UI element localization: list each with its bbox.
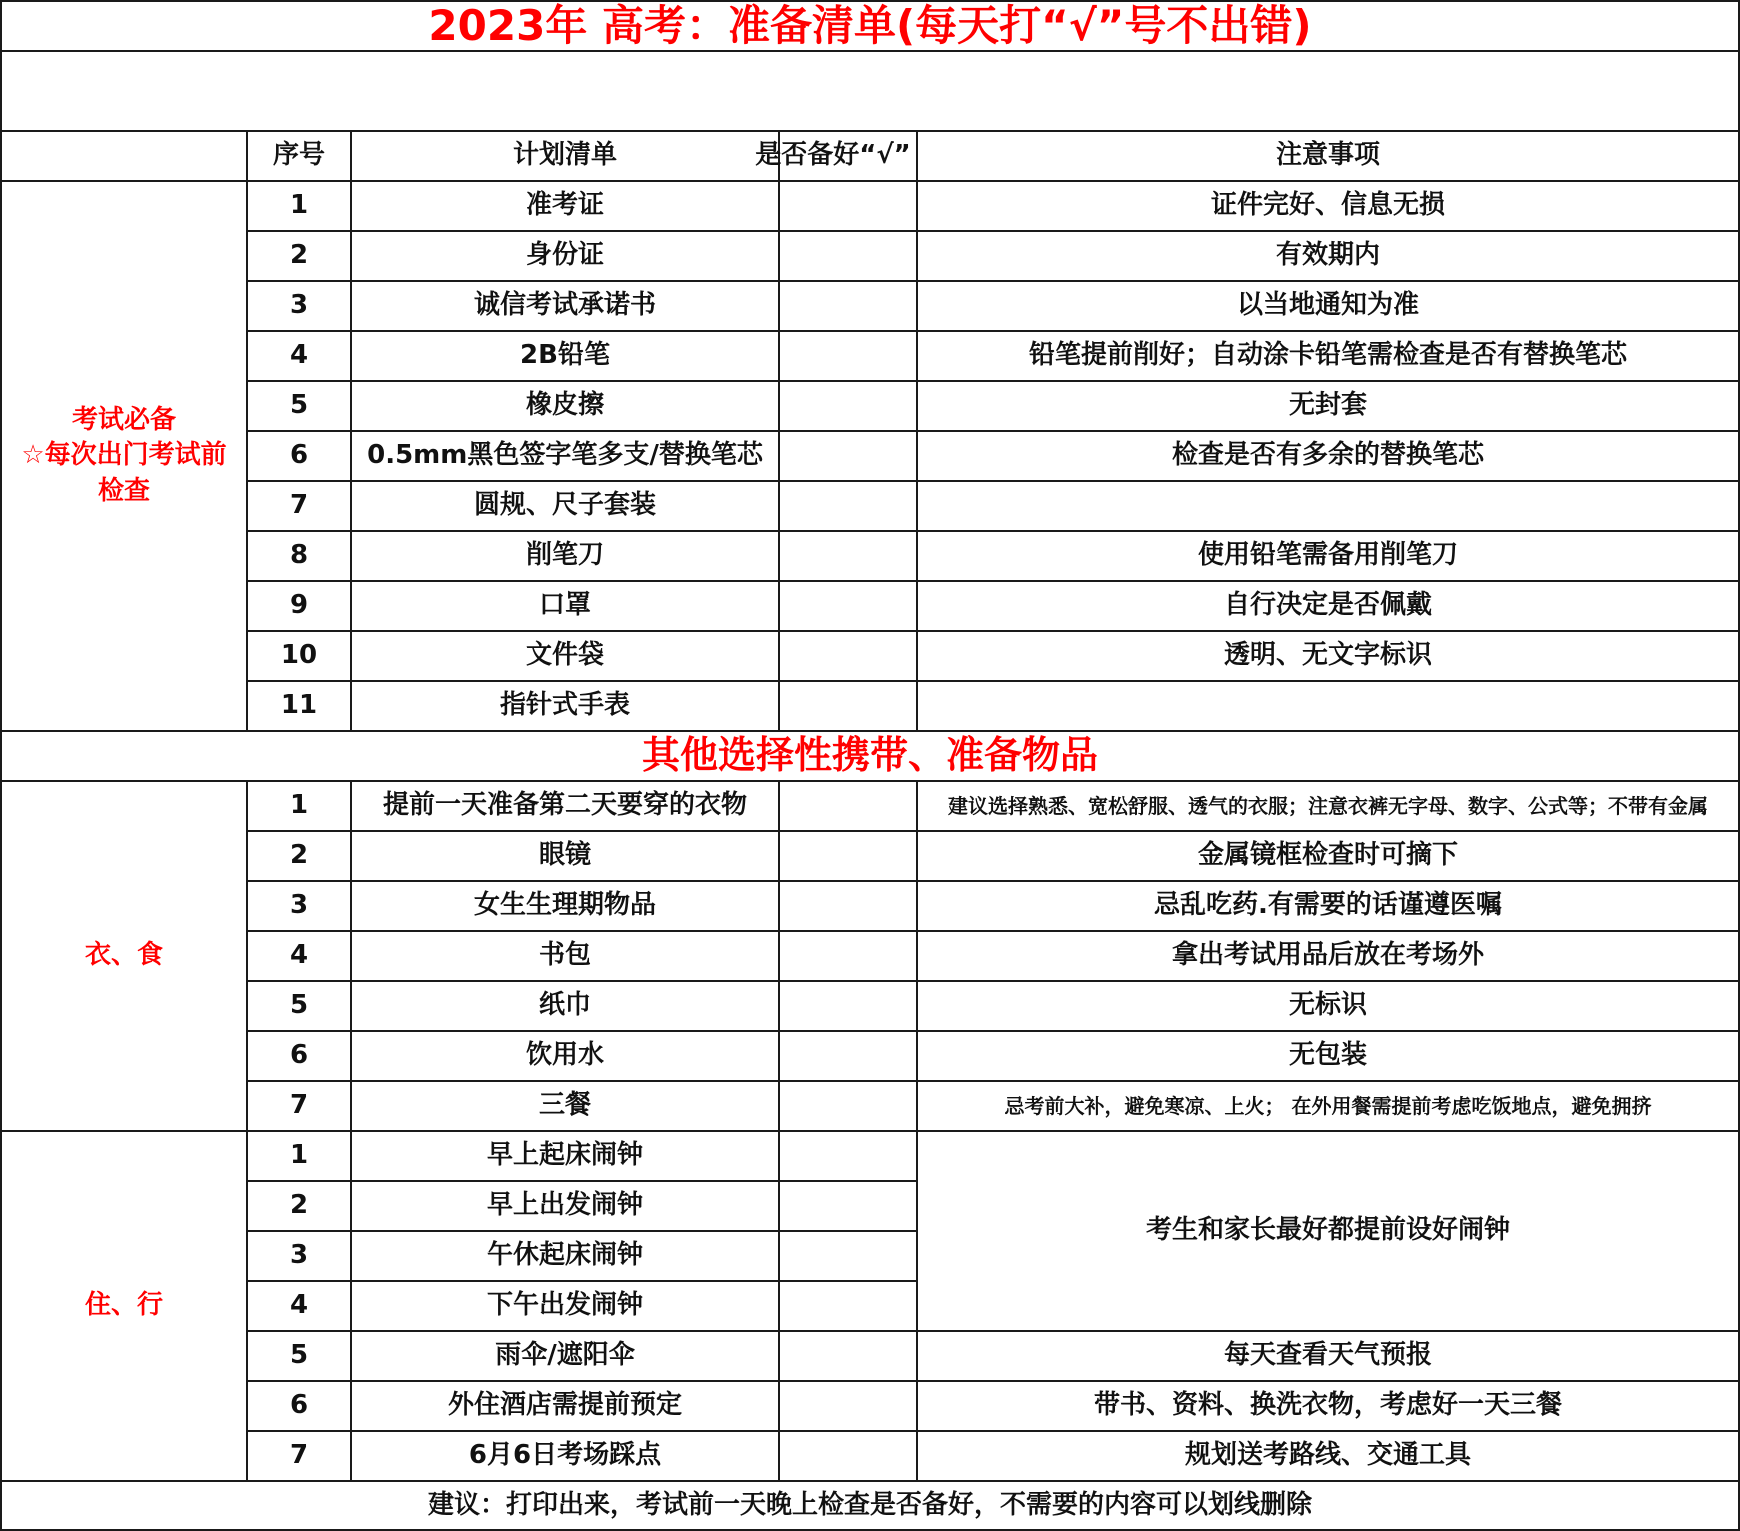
row-note: 无包装 xyxy=(918,1032,1740,1082)
row-item: 纸巾 xyxy=(352,982,780,1032)
row-note: 铅笔提前削好；自动涂卡铅笔需检查是否有替换笔芯 xyxy=(918,332,1740,382)
row-check-box[interactable] xyxy=(780,932,918,982)
footer-suggestion: 建议：打印出来，考试前一天晚上检查是否备好，不需要的内容可以划线删除 xyxy=(0,1482,1740,1531)
header-number: 序号 xyxy=(248,132,352,182)
row-number: 4 xyxy=(248,932,352,982)
row-check-box[interactable] xyxy=(780,1382,918,1432)
row-item: 雨伞/遮阳伞 xyxy=(352,1332,780,1382)
row-item: 诚信考试承诺书 xyxy=(352,282,780,332)
row-number: 8 xyxy=(248,532,352,582)
row-item: 眼镜 xyxy=(352,832,780,882)
row-note: 以当地通知为准 xyxy=(918,282,1740,332)
row-item: 口罩 xyxy=(352,582,780,632)
header-check-text: 是否备好“√” xyxy=(755,140,911,171)
row-check-box[interactable] xyxy=(780,382,918,432)
header-notes: 注意事项 xyxy=(918,132,1740,182)
row-check-box[interactable] xyxy=(780,232,918,282)
row-item: 身份证 xyxy=(352,232,780,282)
row-number: 6 xyxy=(248,432,352,482)
row-item: 6月6日考场踩点 xyxy=(352,1432,780,1482)
row-check-box[interactable] xyxy=(780,1432,918,1482)
header-plan-list: 计划清单 xyxy=(352,132,780,182)
row-number: 10 xyxy=(248,632,352,682)
section-title-optional-items: 其他选择性携带、准备物品 xyxy=(0,732,1740,782)
row-check-box[interactable] xyxy=(780,482,918,532)
group-label-line: 检查 xyxy=(97,475,150,506)
row-item: 准考证 xyxy=(352,182,780,232)
row-note: 使用铅笔需备用削笔刀 xyxy=(918,532,1740,582)
row-number: 4 xyxy=(248,332,352,382)
row-item: 早上出发闹钟 xyxy=(352,1182,780,1232)
group-label-exam-essentials xyxy=(0,182,248,732)
row-number: 2 xyxy=(248,232,352,282)
row-note: 带书、资料、换洗衣物，考虑好一天三餐 xyxy=(918,1382,1740,1432)
row-check-box[interactable] xyxy=(780,182,918,232)
row-note: 忌乱吃药.有需要的话谨遵医嘱 xyxy=(918,882,1740,932)
row-note: 透明、无文字标识 xyxy=(918,632,1740,682)
row-note: 每天查看天气预报 xyxy=(918,1332,1740,1382)
row-number: 6 xyxy=(248,1382,352,1432)
row-note: 有效期内 xyxy=(918,232,1740,282)
row-note: 自行决定是否佩戴 xyxy=(918,582,1740,632)
row-number: 7 xyxy=(248,1432,352,1482)
sheet-title: 2023年 高考：准备清单(每天打“√”号不出错) xyxy=(0,0,1740,52)
alarm-note-merged: 考生和家长最好都提前设好闹钟 xyxy=(918,1132,1740,1332)
row-number: 5 xyxy=(248,382,352,432)
row-number: 3 xyxy=(248,282,352,332)
row-item: 女生生理期物品 xyxy=(352,882,780,932)
row-note: 拿出考试用品后放在考场外 xyxy=(918,932,1740,982)
row-item: 三餐 xyxy=(352,1082,780,1132)
group-label-line: 考试必备 xyxy=(71,405,176,436)
row-note: 无封套 xyxy=(918,382,1740,432)
row-check-box[interactable] xyxy=(780,1082,918,1132)
row-number: 11 xyxy=(248,682,352,732)
row-note: 规划送考路线、交通工具 xyxy=(918,1432,1740,1482)
row-check-box[interactable] xyxy=(780,1182,918,1232)
row-number: 5 xyxy=(248,1332,352,1382)
row-item: 早上起床闹钟 xyxy=(352,1132,780,1182)
row-check-box[interactable] xyxy=(780,582,918,632)
group-label-line: ☆每次出门考试前 xyxy=(21,440,227,471)
empty-spacer-row xyxy=(0,52,1740,132)
row-check-box[interactable] xyxy=(780,782,918,832)
row-item: 圆规、尺子套装 xyxy=(352,482,780,532)
row-check-box[interactable] xyxy=(780,1032,918,1082)
row-note: 检查是否有多余的替换笔芯 xyxy=(918,432,1740,482)
row-item: 下午出发闹钟 xyxy=(352,1282,780,1332)
row-number: 1 xyxy=(248,1132,352,1182)
row-check-box[interactable] xyxy=(780,1282,918,1332)
row-number: 3 xyxy=(248,882,352,932)
row-item: 午休起床闹钟 xyxy=(352,1232,780,1282)
row-check-box[interactable] xyxy=(780,1132,918,1182)
header-blank-cell xyxy=(0,132,248,182)
row-number: 7 xyxy=(248,482,352,532)
row-item: 削笔刀 xyxy=(352,532,780,582)
row-item: 橡皮擦 xyxy=(352,382,780,432)
row-item: 饮用水 xyxy=(352,1032,780,1082)
row-check-box[interactable] xyxy=(780,632,918,682)
row-item: 提前一天准备第二天要穿的衣物 xyxy=(352,782,780,832)
row-number: 1 xyxy=(248,182,352,232)
row-number: 2 xyxy=(248,832,352,882)
row-number: 6 xyxy=(248,1032,352,1082)
row-check-box[interactable] xyxy=(780,282,918,332)
header-check xyxy=(755,132,918,182)
row-item: 外住酒店需提前预定 xyxy=(352,1382,780,1432)
row-note: 金属镜框检查时可摘下 xyxy=(918,832,1740,882)
group-label-food-clothing: 衣、食 xyxy=(0,782,248,1132)
row-item: 文件袋 xyxy=(352,632,780,682)
row-item: 指针式手表 xyxy=(352,682,780,732)
row-check-box[interactable] xyxy=(780,682,918,732)
row-number: 3 xyxy=(248,1232,352,1282)
row-item: 2B铅笔 xyxy=(352,332,780,382)
row-note xyxy=(918,482,1740,532)
row-number: 4 xyxy=(248,1282,352,1332)
row-check-box[interactable] xyxy=(780,832,918,882)
row-note: 证件完好、信息无损 xyxy=(918,182,1740,232)
row-check-box[interactable] xyxy=(780,432,918,482)
row-number: 9 xyxy=(248,582,352,632)
row-item: 书包 xyxy=(352,932,780,982)
row-check-box[interactable] xyxy=(780,332,918,382)
row-number: 1 xyxy=(248,782,352,832)
row-check-box[interactable] xyxy=(780,1332,918,1382)
row-note xyxy=(918,682,1740,732)
row-check-box[interactable] xyxy=(780,982,918,1032)
row-number: 5 xyxy=(248,982,352,1032)
row-number: 7 xyxy=(248,1082,352,1132)
row-note: 建议选择熟悉、宽松舒服、透气的衣服；注意衣裤无字母、数字、公式等；不带有金属 xyxy=(918,782,1740,832)
row-note: 无标识 xyxy=(918,982,1740,1032)
group-label-lodging-travel: 住、行 xyxy=(0,1132,248,1482)
row-check-box[interactable] xyxy=(780,532,918,582)
row-note: 忌考前大补，避免寒凉、上火； 在外用餐需提前考虑吃饭地点，避免拥挤 xyxy=(918,1082,1740,1132)
row-number: 2 xyxy=(248,1182,352,1232)
row-check-box[interactable] xyxy=(780,1232,918,1282)
row-item: 0.5mm黑色签字笔多支/替换笔芯 xyxy=(352,432,780,482)
row-check-box[interactable] xyxy=(780,882,918,932)
